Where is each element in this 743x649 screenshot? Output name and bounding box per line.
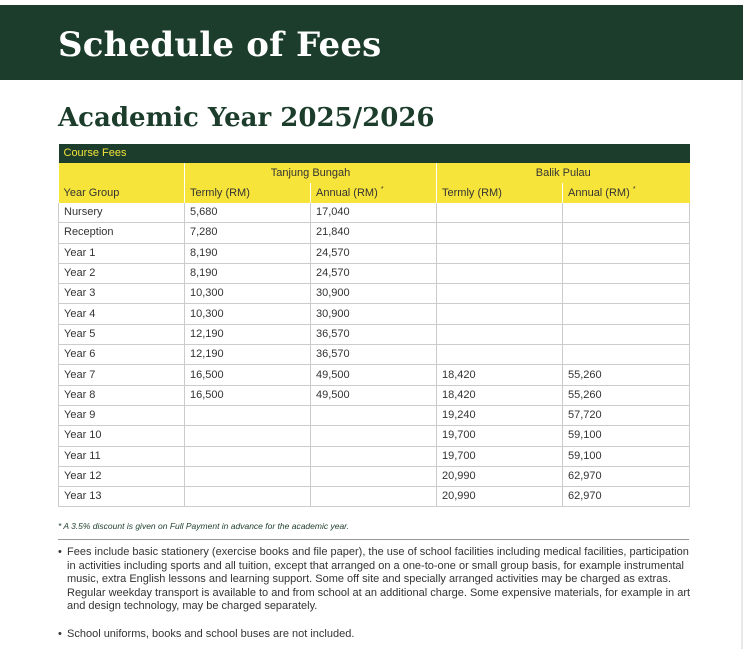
divider [58,539,689,540]
cell-tb-termly: 16,500 [185,365,311,385]
table-row [59,203,690,223]
note-not-included [58,628,694,642]
cell-year-group: Nursery [59,203,185,223]
table-row [59,446,690,466]
table-row [59,345,690,365]
col-tb-annual-label: Annual (RM) [316,186,378,199]
cell-bp-annual: 59,100 [563,446,690,466]
cell-bp-annual [563,284,690,304]
cell-year-group: Year 11 [59,446,185,466]
cell-bp-termly: 18,420 [437,365,563,385]
cell-tb-termly: 10,300 [185,304,311,324]
cell-bp-termly [437,345,563,365]
cell-year-group: Year 8 [59,385,185,405]
campus-tanjung-bungah: Tanjung Bungah [185,163,437,183]
cell-tb-annual: 30,900 [311,284,437,304]
cell-tb-annual [311,487,437,507]
asterisk-marker: * [632,185,636,193]
cell-tb-annual: 24,570 [311,263,437,283]
cell-bp-annual: 59,100 [563,426,690,446]
cell-year-group: Year 12 [59,466,185,486]
cell-bp-termly [437,203,563,223]
cell-year-group: Year 7 [59,365,185,385]
table-row [59,385,690,405]
cell-bp-annual [563,324,690,344]
cell-tb-annual [311,446,437,466]
note-text: Fees include basic stationery (exercise books and file paper), the use of school facilities including medical facilities, participation in activities including sports and all tuition, except that arranged on a one-to-one or small group basis, for example instrumental music, extra English lessons and learning support. Some off site and specially arranged activities may be charged as extras. Regular weekday transport is available to and from school at an additional charge. Some expensive materials, for example in art and design technology, may be charged separately. [67,546,691,613]
cell-year-group: Year 5 [59,324,185,344]
cell-bp-termly: 19,700 [437,426,563,446]
cell-year-group: Year 9 [59,405,185,425]
cell-tb-annual: 36,570 [311,345,437,365]
col-tb-termly: Termly (RM) [185,183,311,203]
cell-tb-termly [185,466,311,486]
title-banner [0,5,743,80]
cell-tb-termly [185,487,311,507]
cell-tb-annual: 24,570 [311,243,437,263]
table-row [59,426,690,446]
cell-tb-termly [185,446,311,466]
cell-year-group: Reception [59,223,185,243]
cell-tb-annual [311,466,437,486]
cell-bp-annual: 55,260 [563,385,690,405]
table-row [59,324,690,344]
cell-tb-annual [311,426,437,446]
col-bp-annual [563,183,690,203]
cell-bp-annual [563,263,690,283]
cell-tb-termly: 7,280 [185,223,311,243]
campus-balik-pulau: Balik Pulau [437,163,690,183]
cell-bp-annual: 62,970 [563,466,690,486]
cell-tb-annual: 30,900 [311,304,437,324]
cell-bp-termly [437,243,563,263]
fees-table [58,144,690,507]
cell-bp-termly [437,223,563,243]
cell-bp-annual: 55,260 [563,365,690,385]
cell-tb-termly: 5,680 [185,203,311,223]
col-tb-annual [311,183,437,203]
cell-year-group: Year 2 [59,263,185,283]
col-year-group: Year Group [59,183,185,203]
cell-tb-annual: 17,040 [311,203,437,223]
cell-tb-termly [185,426,311,446]
asterisk-marker: * [380,185,384,193]
cell-bp-annual [563,304,690,324]
academic-year-heading: Academic Year 2025/2026 [58,103,435,133]
course-fees-row [59,144,690,163]
table-row [59,263,690,283]
table-row [59,405,690,425]
cell-bp-termly: 19,240 [437,405,563,425]
cell-bp-termly: 19,700 [437,446,563,466]
cell-bp-termly: 18,420 [437,385,563,405]
cell-bp-termly: 20,990 [437,487,563,507]
cell-year-group: Year 6 [59,345,185,365]
table-row [59,304,690,324]
fee-rows [59,203,690,507]
cell-tb-termly: 12,190 [185,345,311,365]
table-row [59,284,690,304]
note-fees-include [58,546,694,614]
campus-header-blank [59,163,185,183]
table-row [59,223,690,243]
cell-bp-annual: 57,720 [563,405,690,425]
note-text: School uniforms, books and school buses are not included. [67,628,355,640]
cell-bp-annual: 62,970 [563,487,690,507]
cell-bp-termly: 20,990 [437,466,563,486]
cell-tb-termly: 10,300 [185,284,311,304]
course-fees-label: Course Fees [59,144,690,163]
cell-tb-termly: 12,190 [185,324,311,344]
cell-year-group: Year 1 [59,243,185,263]
cell-bp-annual [563,345,690,365]
cell-tb-termly: 8,190 [185,263,311,283]
cell-year-group: Year 4 [59,304,185,324]
cell-tb-annual: 21,840 [311,223,437,243]
table-row [59,365,690,385]
cell-bp-annual [563,243,690,263]
cell-tb-termly [185,405,311,425]
cell-bp-termly [437,324,563,344]
cell-tb-annual [311,405,437,425]
col-bp-termly: Termly (RM) [437,183,563,203]
col-bp-annual-label: Annual (RM) [568,186,630,199]
cell-tb-annual: 49,500 [311,365,437,385]
cell-tb-annual: 36,570 [311,324,437,344]
cell-bp-annual [563,223,690,243]
bullet-icon: • [58,546,62,558]
campus-header-row [59,163,690,183]
table-row [59,466,690,486]
cell-bp-termly [437,304,563,324]
discount-footnote: * A 3.5% discount is given on Full Payment in advance for the academic year. [58,521,350,531]
bullet-icon: • [58,628,62,640]
table-row [59,487,690,507]
cell-bp-annual [563,203,690,223]
column-header-row [59,183,690,203]
cell-tb-termly: 8,190 [185,243,311,263]
cell-year-group: Year 10 [59,426,185,446]
cell-tb-termly: 16,500 [185,385,311,405]
table-row [59,243,690,263]
cell-year-group: Year 3 [59,284,185,304]
page-title: Schedule of Fees [58,25,382,65]
cell-bp-termly [437,263,563,283]
cell-bp-termly [437,284,563,304]
cell-year-group: Year 13 [59,487,185,507]
cell-tb-annual: 49,500 [311,385,437,405]
